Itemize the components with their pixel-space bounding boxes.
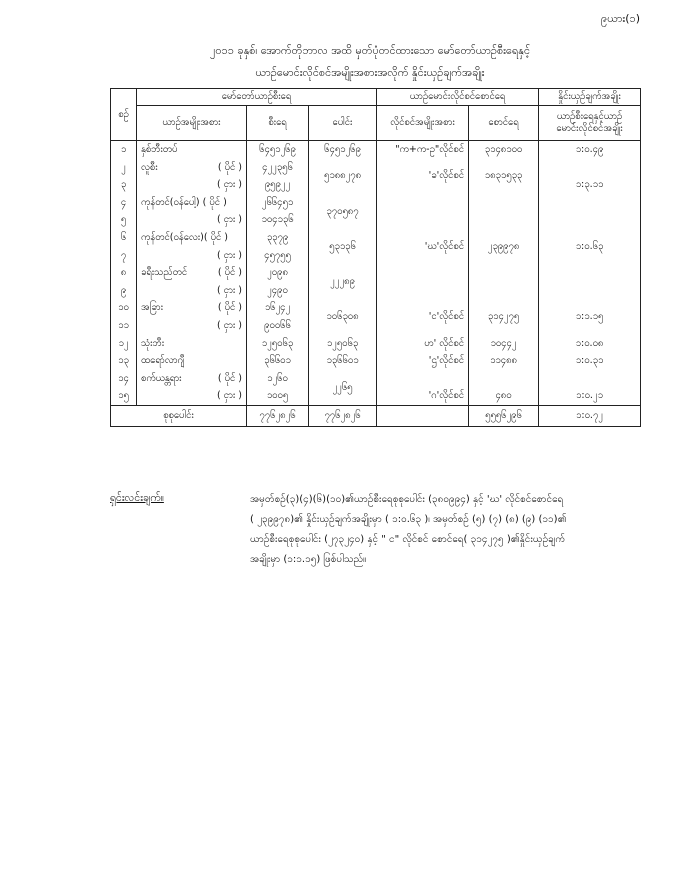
header-vehicle-type: ယာဉ်အမျိုးအစား <box>137 106 247 141</box>
vehicle-ownership: ( ပိုင် ) <box>217 302 242 314</box>
vehicle-type-name: သုံးဘီး <box>141 337 165 349</box>
header-licenses: ယာဉ်မောင်းလိုင်စင်စောင်ရေ <box>377 89 539 106</box>
vehicle-total: ၅၁၈၈၂၇၈ <box>324 170 361 182</box>
vehicle-total: ၅၃၁၃၆ <box>329 240 356 252</box>
vehicle-type-cell <box>141 141 242 159</box>
vehicle-type-name: ကုန်တင်(ဝန်ပေါ့) ( ပိုင် ) <box>141 196 227 208</box>
license-count: ၁၈၃၁၅၃၃ <box>484 170 523 182</box>
note-line: အမှတ်စဉ်(၃)(၄)(၆)(၁၀)၏ယာဉ်စီးရေစုစုပေါင်း (၃၈၀၉၉၄) နှင့် 'ဃ' လိုင်စင်စောင်ရေ <box>250 494 564 505</box>
header-total: ပေါင်း <box>309 106 377 141</box>
header-serial: စဉ် <box>111 89 137 141</box>
vehicle-type-cell <box>141 317 242 335</box>
serial-number: ၆ <box>120 232 127 244</box>
serial-number: ၁၁ <box>118 319 129 331</box>
vehicle-total: ၃၇၀၅၈၇ <box>326 205 359 217</box>
ratio-value: ၁:၀.၄၉ <box>575 144 604 155</box>
license-count: ၁၀၄၄၂ <box>490 337 517 349</box>
vehicle-count: ၁၂၆၀ <box>267 372 288 384</box>
ratio-value: ၁:၀.၂၁ <box>576 390 603 402</box>
header-license-count: စောင်ရေ <box>469 106 539 141</box>
serial-column <box>111 141 137 406</box>
vehicle-type-cell <box>141 211 242 229</box>
vehicle-ownership: ( ပိုင် ) <box>217 267 242 279</box>
serial-number: ၁၀ <box>118 302 129 314</box>
note-line: ( ၂၃၉၉၇၈)၏ နှိုင်းယှဉ်ချက်အချိုးမှာ ( ၁:၀.၆၃ )၊ အမှတ်စဉ် (၅) (၇) (၈) (၉) (၁၁)၏ <box>250 514 567 525</box>
serial-number: ၅ <box>120 214 127 226</box>
vehicle-count: ၁၆၂၄၂ <box>264 302 291 314</box>
grand-total-license-type <box>377 406 469 427</box>
ratio-value: ၁:၀.၃၁ <box>575 355 604 367</box>
ratio-column <box>539 141 641 406</box>
vehicle-license-table <box>110 88 641 427</box>
vehicle-total: ၁၂၅၀၆၃ <box>326 337 359 349</box>
vehicle-count: ၁၀၄၁၃၆ <box>261 214 294 226</box>
header-license-type: လိုင်စင်အမျိုးအစား <box>377 106 469 141</box>
license-count: ၁၁၄၈၈ <box>490 355 517 367</box>
vehicle-count: ၂၆၆၄၅၁ <box>261 196 294 208</box>
serial-number: ၁၅ <box>118 390 129 402</box>
vehicle-type-name: ထရော်လာဂျီ <box>141 355 185 367</box>
header-ratio: နှိုင်းယှဉ်ချက်အချိုး <box>539 89 641 106</box>
license-count: ၄၈၀ <box>495 390 512 402</box>
document-subtitle: ယာဉ်မောင်းလိုင်စင်အမျိုးအစားအလိုက် နှိုင်းယှဉ်ချက်အချိုး <box>255 66 485 79</box>
serial-number: ၈ <box>120 267 127 279</box>
note-text <box>250 490 650 570</box>
license-type: 'င'လိုင်စင် <box>428 311 465 323</box>
vehicle-type-cell <box>141 247 242 265</box>
ratio-value: ၁:၀.၀၈ <box>575 337 604 349</box>
vehicle-count: ၁၂၅၀၆၃ <box>261 337 294 349</box>
vehicle-ownership: ( ငှား ) <box>216 284 242 296</box>
vehicle-count: ၄၅၇၅၅ <box>264 249 291 261</box>
vehicle-type-cell <box>141 335 242 353</box>
vehicle-count: ၉၀၀၆၆ <box>264 319 291 331</box>
vehicle-ownership: ( ငှား ) <box>216 319 242 331</box>
header-ratio-detail <box>539 106 641 141</box>
vehicle-total: ၁၀၆၃၀၈ <box>326 311 359 323</box>
license-type: ဟ' လိုင်စင် <box>424 337 465 349</box>
vehicle-count: ၉၅၉၂၂ <box>264 179 291 191</box>
vehicle-total: ၂၂၂၈၉ <box>330 276 355 287</box>
vehicle-type-column <box>137 141 247 406</box>
license-type: 'ခ'လိုင်စင် <box>428 170 465 182</box>
vehicle-ownership: ( ငှား ) <box>216 390 242 402</box>
vehicle-type-cell <box>141 299 242 317</box>
header-ratio-line2: မောင်းလိုင်စင်အချိုး <box>556 123 623 134</box>
vehicle-type-cell <box>141 370 242 388</box>
grand-total-licenses: ၅၅၅၆၂၉၆ <box>469 406 539 427</box>
serial-number: ၄ <box>120 196 127 208</box>
license-type-column <box>377 141 469 406</box>
vehicle-ownership: ( ငှား ) <box>216 249 242 261</box>
note-line: ယာဉ်စီးရေစုစုပေါင်း (၂၇၃၂၄၀) နှင့် " င" လိုင်စင် စောင်ရေ( ၃၁၄၂၇၅ )၏နှိုင်းယှဉ်ချက် <box>250 534 566 545</box>
serial-number: ၂ <box>121 161 126 173</box>
vehicle-ownership: ( ငှား ) <box>216 179 242 191</box>
vehicle-count: ၄၂၂၃၅၆ <box>262 161 293 173</box>
license-type: 'ဂ'လိုင်စင် <box>428 390 465 402</box>
vehicle-type-cell <box>141 282 242 300</box>
license-count: ၃၁၄၈၁၀၀ <box>484 144 523 155</box>
license-type: 'ဌ'လိုင်စင် <box>428 355 465 367</box>
grand-total-sum: ၇၇၆၂၈၂၆ <box>309 406 377 427</box>
total-column <box>309 141 377 406</box>
license-type: "က+က-ဥ"လိုင်စင် <box>395 144 465 155</box>
vehicle-type-name: လူစီး <box>141 161 158 173</box>
vehicle-type-cell <box>141 229 242 247</box>
license-count: ၂၃၉၉၇၈ <box>487 240 520 252</box>
vehicle-type-cell <box>141 159 242 177</box>
vehicle-type-name: ကုန်တင်(ဝန်လေး)( ပိုင် ) <box>141 232 229 244</box>
serial-number: ၇ <box>120 249 127 261</box>
vehicle-type-name: စက်ယန္တရား <box>141 372 182 384</box>
document-title: ၂၀၁၁ ခုနှစ်၊ အောက်တိုဘာလ အထိ မှတ်ပုံတင်ထားသော မော်တော်ယာဉ်စီးရေနှင့် <box>209 44 531 57</box>
vehicle-ownership: ( ငှား ) <box>216 214 242 226</box>
grand-total-label: စုစုပေါင်း <box>111 406 247 427</box>
count-column <box>247 141 309 406</box>
header-ratio-line1: ယာဉ်စီးရေနှင့်ယာဉ် <box>556 111 623 122</box>
license-type: 'ဃ'လိုင်စင် <box>424 240 465 252</box>
vehicle-ownership: ( ပိုင် ) <box>217 372 242 384</box>
vehicle-count: ၆၄၅၁၂၆၉ <box>259 144 296 156</box>
ratio-value: ၁:၁.၁၅ <box>575 311 604 323</box>
note-line: အချိုးမှာ (၁:၁.၁၅) ဖြစ်ပါသည်။ <box>250 554 367 565</box>
license-count: ၃၁၄၂၇၅ <box>487 311 520 323</box>
vehicle-count: ၃၃၇၉ <box>266 232 289 244</box>
vehicle-type-cell <box>141 176 242 194</box>
license-count-column <box>469 141 539 406</box>
vehicle-type-cell <box>141 264 242 282</box>
serial-number: ၁၂ <box>118 337 129 349</box>
vehicle-type-cell <box>141 387 242 405</box>
vehicle-type-name: အခြား <box>141 302 163 314</box>
vehicle-type-cell <box>141 194 242 212</box>
header-count: စီးရေ <box>247 106 309 141</box>
vehicle-count: ၂၄၉၀ <box>267 284 288 296</box>
page-reference: ၉ယား(၁) <box>601 12 640 25</box>
vehicle-type-cell <box>141 352 242 370</box>
vehicle-total: ၁၃၆၆၀၁ <box>326 355 359 367</box>
serial-number: ၁၄ <box>118 372 129 384</box>
grand-total-vehicles: ၇၇၆၂၈၂၆ <box>247 406 309 427</box>
vehicle-count: ၂၀၉၈ <box>267 267 288 279</box>
vehicle-count: ၁၀၀၅ <box>266 390 289 402</box>
vehicle-type-name: နှစ်ဘီးတပ် <box>141 144 178 156</box>
serial-number: ၉ <box>120 284 127 296</box>
serial-number: ၃ <box>120 179 127 191</box>
note-label: ရှင်းလင်းချက်။ <box>110 492 164 504</box>
vehicle-type-name: ခရီးသည်တင် <box>141 267 188 279</box>
vehicle-total: ၂၂၆၅ <box>332 381 353 393</box>
vehicle-count: ၃၆၆၀၁ <box>264 355 291 367</box>
serial-number: ၁၃ <box>118 355 129 367</box>
ratio-value: ၁:၀.၆၃ <box>575 240 604 252</box>
serial-number: ၁ <box>120 144 127 156</box>
header-vehicles: မော်တော်ယာဉ်စီးရေ <box>137 89 377 106</box>
ratio-value: ၁:၃.၁၁ <box>575 179 604 191</box>
vehicle-ownership: ( ပိုင် ) <box>217 161 242 173</box>
vehicle-total: ၆၄၅၁၂၆၉ <box>324 144 361 155</box>
grand-total-ratio: ၁:၀.၇၂ <box>539 406 641 427</box>
